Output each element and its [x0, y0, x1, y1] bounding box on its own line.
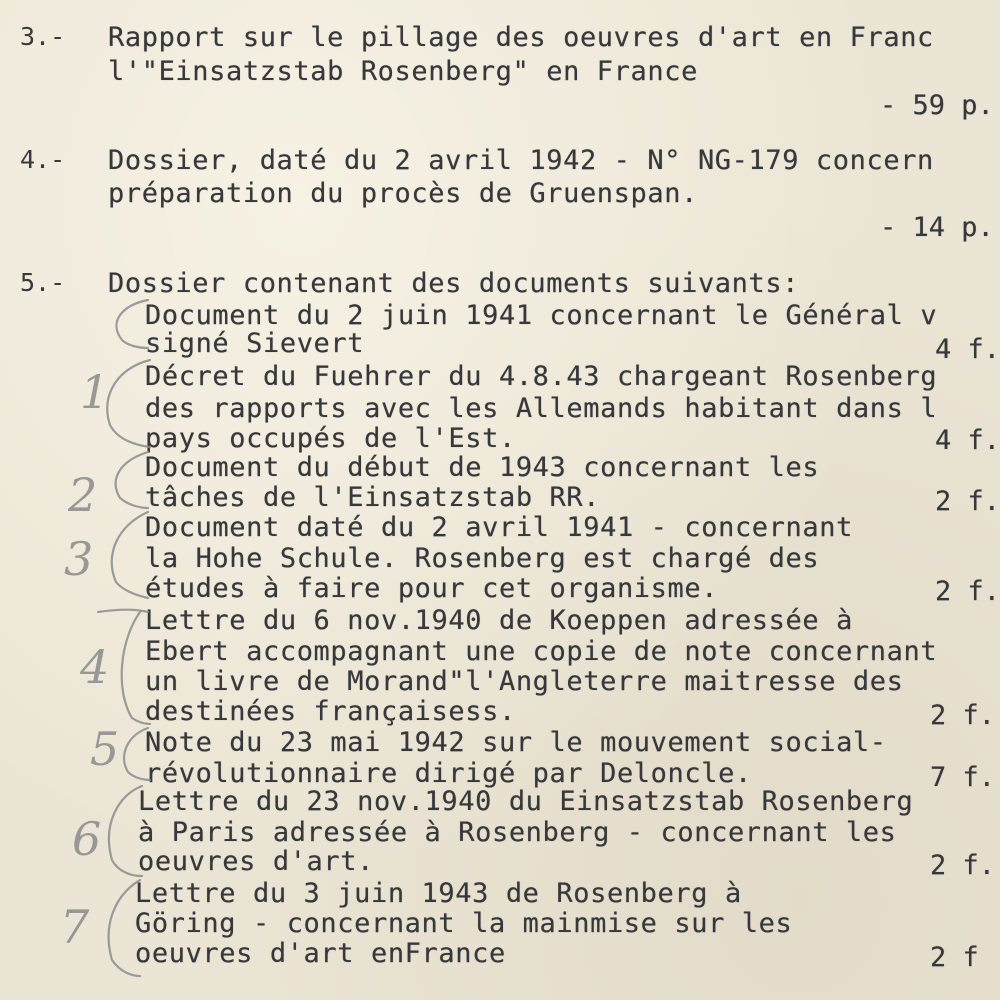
- subdoc-1-line-2: signé Sievert: [145, 328, 365, 359]
- item-4-line-1: Dossier, daté du 2 avril 1942 - N° NG-179 concern: [108, 145, 934, 176]
- subdoc-8-line-3: oeuvres d'art enFrance: [135, 938, 506, 969]
- subdoc-6-line-2: révolutionnaire dirigé par Deloncle.: [145, 758, 752, 789]
- subdoc-3-count: 2 f.: [935, 486, 1000, 517]
- subdoc-4-line-3: études à faire pour cet organisme.: [145, 573, 719, 604]
- item-3-line-1: Rapport sur le pillage des oeuvres d'art en Franc: [108, 22, 934, 53]
- pencil-numeral-2: 2: [68, 468, 98, 522]
- subdoc-5-line-4: destinées françaisess.: [145, 696, 516, 727]
- subdoc-5-line-1: Lettre du 6 nov.1940 de Koeppen adressée à: [145, 605, 853, 636]
- item-number-5: 5.-: [20, 268, 66, 297]
- item-number-3: 3.-: [20, 22, 66, 51]
- subdoc-8-line-1: Lettre du 3 juin 1943 de Rosenberg à: [135, 878, 742, 909]
- subdoc-5-count: 2 f.: [930, 700, 996, 731]
- subdoc-7-line-2: à Paris adressée à Rosenberg - concernant les: [138, 817, 897, 848]
- subdoc-7-line-3: oeuvres d'art.: [138, 846, 374, 877]
- pencil-bracket-2: [116, 452, 148, 508]
- subdoc-2-line-1: Décret du Fuehrer du 4.8.43 chargeant Rosenberg: [145, 361, 938, 392]
- subdoc-2-line-3: pays occupés de l'Est.: [145, 423, 516, 454]
- item-3-line-2: l'"Einsatzstab Rosenberg" en France: [108, 56, 698, 87]
- subdoc-5-line-3: un livre de Morand"l'Angleterre maitresse des: [145, 666, 904, 697]
- item-5-line-1: Dossier contenant des documents suivants:: [108, 268, 800, 299]
- subdoc-5-line-2: Ebert accompagnant une copie de note concernant: [145, 636, 938, 667]
- subdoc-8-line-2: Göring - concernant la mainmise sur les: [135, 908, 793, 939]
- subdoc-2-line-2: des rapports avec les Allemands habitant dans l: [145, 393, 938, 424]
- subdoc-7-count: 2 f.: [930, 850, 996, 881]
- subdoc-6-count: 7 f.: [930, 762, 996, 793]
- subdoc-3-line-2: tâches de l'Einsatzstab RR.: [145, 482, 601, 513]
- subdoc-4-line-1: Document daté du 2 avril 1941 - concernant: [145, 512, 853, 543]
- item-3-page-count: - 59 p.: [880, 90, 994, 121]
- subdoc-1-count: 4 f.: [935, 334, 1000, 365]
- pencil-numeral-1: 1: [80, 365, 110, 419]
- pencil-numeral-4: 4: [80, 640, 110, 694]
- subdoc-6-line-1: Note du 23 mai 1942 sur le mouvement social-: [145, 727, 887, 758]
- subdoc-4-count: 2 f.: [935, 576, 1000, 607]
- pencil-numeral-5: 5: [90, 722, 120, 776]
- subdoc-4-line-2: la Hohe Schule. Rosenberg est chargé des: [145, 543, 820, 574]
- pencil-numeral-6: 6: [72, 812, 102, 866]
- pencil-bracket-1: [107, 360, 150, 447]
- pencil-bracket-top: [116, 300, 148, 348]
- pencil-numeral-3: 3: [64, 532, 94, 586]
- subdoc-3-line-1: Document du début de 1943 concernant les: [145, 452, 820, 483]
- item-4-line-2: préparation du procès de Gruenspan.: [108, 178, 698, 209]
- item-4-page-count: - 14 p.: [880, 212, 994, 243]
- subdoc-8-count: 2 f: [930, 942, 979, 973]
- item-number-4: 4.-: [20, 145, 66, 174]
- subdoc-2-count: 4 f.: [935, 425, 1000, 456]
- pencil-numeral-7: 7: [60, 900, 90, 954]
- subdoc-1-line-1: Document du 2 juin 1941 concernant le Général v: [145, 300, 938, 331]
- pencil-bracket-3: [112, 512, 148, 598]
- subdoc-7-line-1: Lettre du 23 nov.1940 du Einsatzstab Rosenberg: [138, 786, 914, 817]
